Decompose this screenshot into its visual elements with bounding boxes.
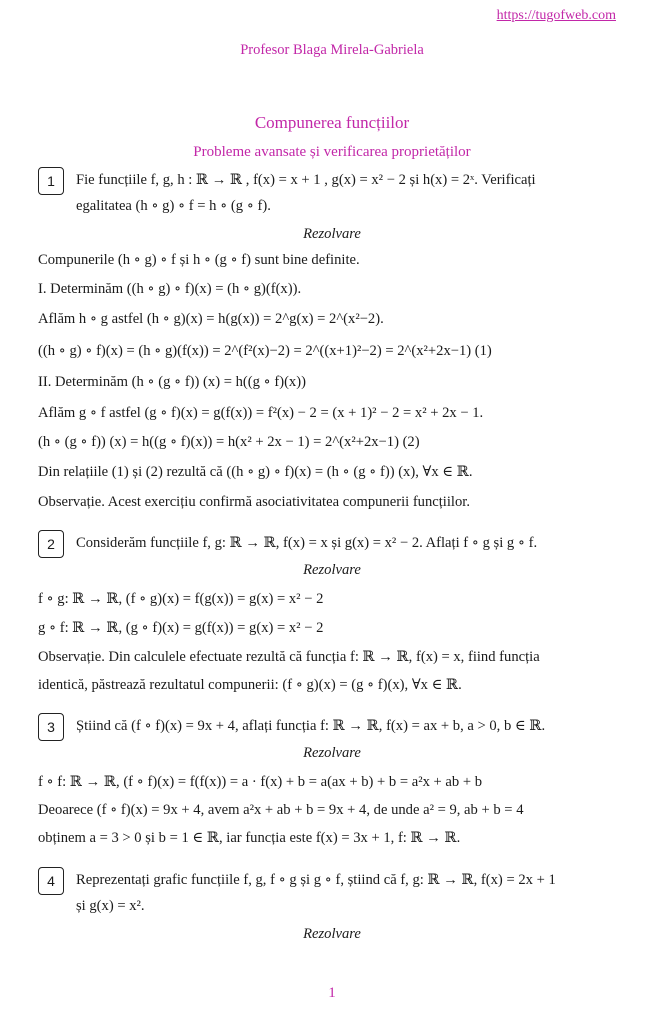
solution-label: Rezolvare bbox=[303, 745, 361, 761]
observation-line: Observație. Acest exercițiu confirmă asociativitatea compunerii funcțiilor. bbox=[38, 494, 470, 510]
solution-line: Deoarece (f ∘ f)(x) = 9x + 4, avem a²x + ab + b = 9x + 4, de unde a² = 9, ab + b = 4 bbox=[38, 802, 524, 818]
site-link[interactable]: https://tugofweb.com bbox=[496, 8, 616, 23]
solution-line: obținem a = 3 > 0 și b = 1 ∈ ℝ, iar funcția este f(x) = 3x + 1, f: ℝ → ℝ. bbox=[38, 830, 461, 846]
solution-line: ((h ∘ g) ∘ f)(x) = (h ∘ g)(f(x)) = 2^(f²(x)−2) = 2^((x+1)²−2) = 2^(x²+2x−1) (1) bbox=[38, 343, 492, 359]
solution-label: Rezolvare bbox=[303, 226, 361, 242]
problem-number-box: 4 bbox=[38, 867, 64, 895]
solution-line: Aflăm g ∘ f astfel (g ∘ f)(x) = g(f(x)) = f²(x) − 2 = (x + 1)² − 2 = x² + 2x − 1. bbox=[38, 405, 484, 421]
page-title: Compunerea funcțiilor bbox=[254, 113, 410, 132]
solution-line: f ∘ f: ℝ → ℝ, (f ∘ f)(x) = f(f(x)) = a · f(x) + b = a(ax + b) + b = a²x + ab + b bbox=[38, 774, 483, 790]
solution-label: Rezolvare bbox=[303, 926, 361, 942]
page-subtitle: Probleme avansate și verificarea proprietăților bbox=[193, 144, 471, 160]
problem-statement: Știind că (f ∘ f)(x) = 9x + 4, aflați funcția f: ℝ → ℝ, f(x) = ax + b, a > 0, b ∈ ℝ. bbox=[76, 718, 546, 734]
solution-label: Rezolvare bbox=[303, 562, 361, 578]
solution-line: Din relațiile (1) și (2) rezultă că ((h ∘ g) ∘ f)(x) = (h ∘ (g ∘ f)) (x), ∀x ∈ ℝ. bbox=[38, 464, 473, 480]
problem-statement: Considerăm funcțiile f, g: ℝ → ℝ, f(x) = x și g(x) = x² − 2. Aflați f ∘ g și g ∘ f. bbox=[76, 535, 538, 551]
solution-line: f ∘ g: ℝ → ℝ, (f ∘ g)(x) = f(g(x)) = g(x) = x² − 2 bbox=[38, 591, 324, 607]
solution-line: Compunerile (h ∘ g) ∘ f și h ∘ (g ∘ f) sunt bine definite. bbox=[38, 252, 360, 268]
problem-statement: și g(x) = x². bbox=[76, 898, 145, 914]
solution-line: I. Determinăm ((h ∘ g) ∘ f)(x) = (h ∘ g)(f(x)). bbox=[38, 281, 302, 297]
page-number: 1 bbox=[328, 985, 336, 1001]
observation-line: Observație. Din calculele efectuate rezultă că funcția f: ℝ → ℝ, f(x) = x, fiind funcția bbox=[38, 649, 540, 665]
problem-statement: Fie funcțiile f, g, h : ℝ → ℝ , f(x) = x + 1 , g(x) = x² − 2 și h(x) = 2ˣ. Verificați bbox=[76, 172, 536, 188]
solution-line: g ∘ f: ℝ → ℝ, (g ∘ f)(x) = g(f(x)) = g(x) = x² − 2 bbox=[38, 620, 324, 636]
problem-statement: egalitatea (h ∘ g) ∘ f = h ∘ (g ∘ f). bbox=[76, 198, 271, 214]
problem-number-box: 1 bbox=[38, 167, 64, 195]
problem-statement: Reprezentați grafic funcțiile f, g, f ∘ g și g ∘ f, știind că f, g: ℝ → ℝ, f(x) = 2x + 1 bbox=[76, 872, 556, 888]
solution-line: II. Determinăm (h ∘ (g ∘ f)) (x) = h((g ∘ f)(x)) bbox=[38, 374, 306, 390]
problem-number-box: 3 bbox=[38, 713, 64, 741]
solution-line: (h ∘ (g ∘ f)) (x) = h((g ∘ f)(x)) = h(x² + 2x − 1) = 2^(x²+2x−1) (2) bbox=[38, 434, 420, 450]
solution-line: Aflăm h ∘ g astfel (h ∘ g)(x) = h(g(x)) = 2^g(x) = 2^(x²−2). bbox=[38, 311, 384, 327]
problem-number-box: 2 bbox=[38, 530, 64, 558]
author-name: Profesor Blaga Mirela-Gabriela bbox=[240, 42, 424, 58]
observation-line: identică, păstrează rezultatul compunerii: (f ∘ g)(x) = (g ∘ f)(x), ∀x ∈ ℝ. bbox=[38, 677, 462, 693]
